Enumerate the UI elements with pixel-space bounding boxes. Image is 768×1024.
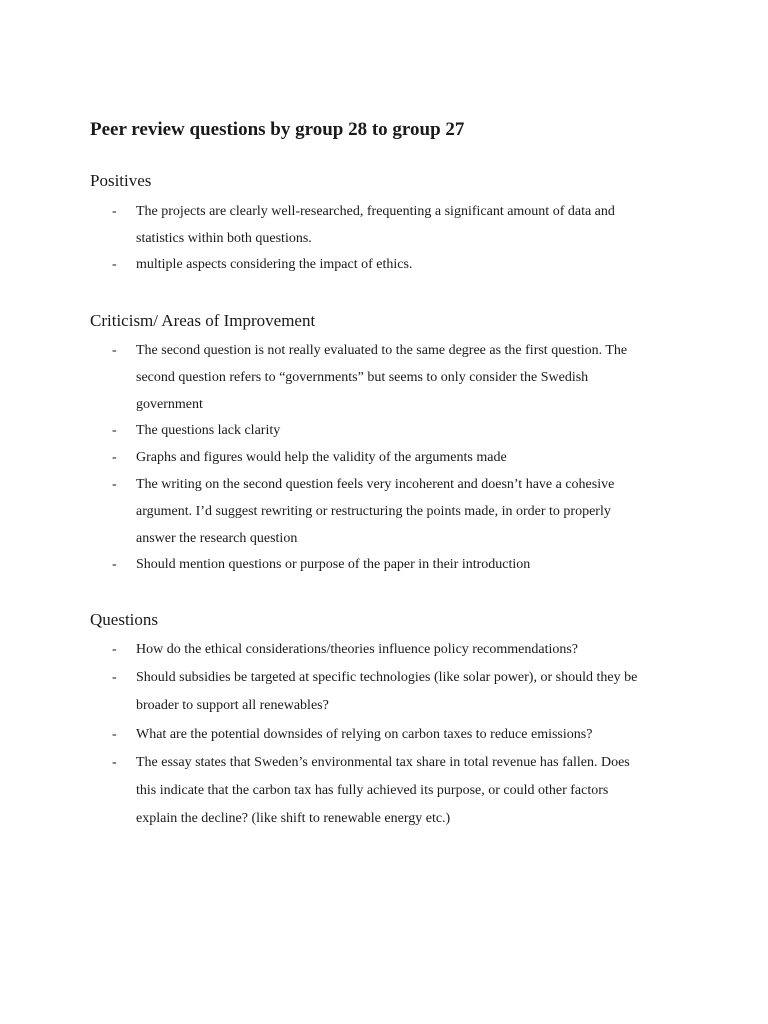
list-item (0, 664, 696, 720)
list-item (0, 472, 696, 552)
section-heading-criticism: Criticism/ Areas of Improvement (90, 311, 316, 330)
list-item (0, 199, 696, 252)
list-item (0, 338, 696, 418)
bullet-dash: - (112, 204, 117, 219)
section-heading-questions: Questions (90, 610, 158, 629)
list-item (0, 252, 696, 279)
list-item-text: The essay states that Sweden’s environmental tax share in total revenue has fallen. Does this indicate that the carbon tax has fully achieved its purpose, or could other factors explain the decline? (like shift to renewable energy etc.) (136, 754, 630, 827)
list-item-text: Should subsidies be targeted at specific technologies (like solar power), or should they be broader to support all renewables? (136, 670, 638, 714)
list-item (0, 721, 696, 749)
document-title: Peer review questions by group 28 to group 27 (90, 119, 465, 140)
bullet-dash: - (112, 670, 117, 686)
bullet-dash: - (112, 754, 117, 770)
bullet-dash: - (112, 343, 117, 358)
list-item-text: What are the potential downsides of relying on carbon taxes to reduce emissions? (136, 726, 593, 742)
list-item-text: multiple aspects considering the impact of ethics. (136, 257, 413, 272)
list-item (0, 552, 696, 579)
list-item-text: Graphs and figures would help the validity of the arguments made (136, 450, 507, 466)
list-item-text: How do the ethical considerations/theories influence policy recommendations? (136, 642, 579, 657)
list-item (0, 445, 696, 472)
section-heading-positives: Positives (90, 171, 152, 190)
criticism-list (0, 338, 768, 579)
list-item-text: The questions lack clarity (136, 423, 281, 439)
bullet-dash: - (112, 726, 117, 742)
bullet-dash: - (112, 642, 117, 657)
list-item-text: The second question is not really evaluated to the same degree as the first question. The second question refers to “governments” but seems to only consider the Swedish government (136, 343, 628, 412)
list-item-text: The projects are clearly well-researched, frequenting a significant amount of data and statistics within both questions. (136, 204, 615, 246)
bullet-dash: - (112, 450, 117, 466)
list-item-text: The writing on the second question feels very incoherent and doesn’t have a cohesive argument. I’d suggest rewriting or restructuring the points made, in order to properly answer the research question (136, 476, 615, 546)
bullet-dash: - (112, 557, 117, 573)
list-item-text: Should mention questions or purpose of the paper in their introduction (136, 557, 531, 573)
list-item (0, 749, 696, 834)
bullet-dash: - (112, 476, 117, 492)
positives-list (0, 199, 768, 279)
questions-list (0, 636, 768, 833)
list-item (0, 418, 696, 445)
bullet-dash: - (112, 423, 117, 439)
list-item (0, 636, 696, 664)
bullet-dash: - (112, 257, 117, 272)
